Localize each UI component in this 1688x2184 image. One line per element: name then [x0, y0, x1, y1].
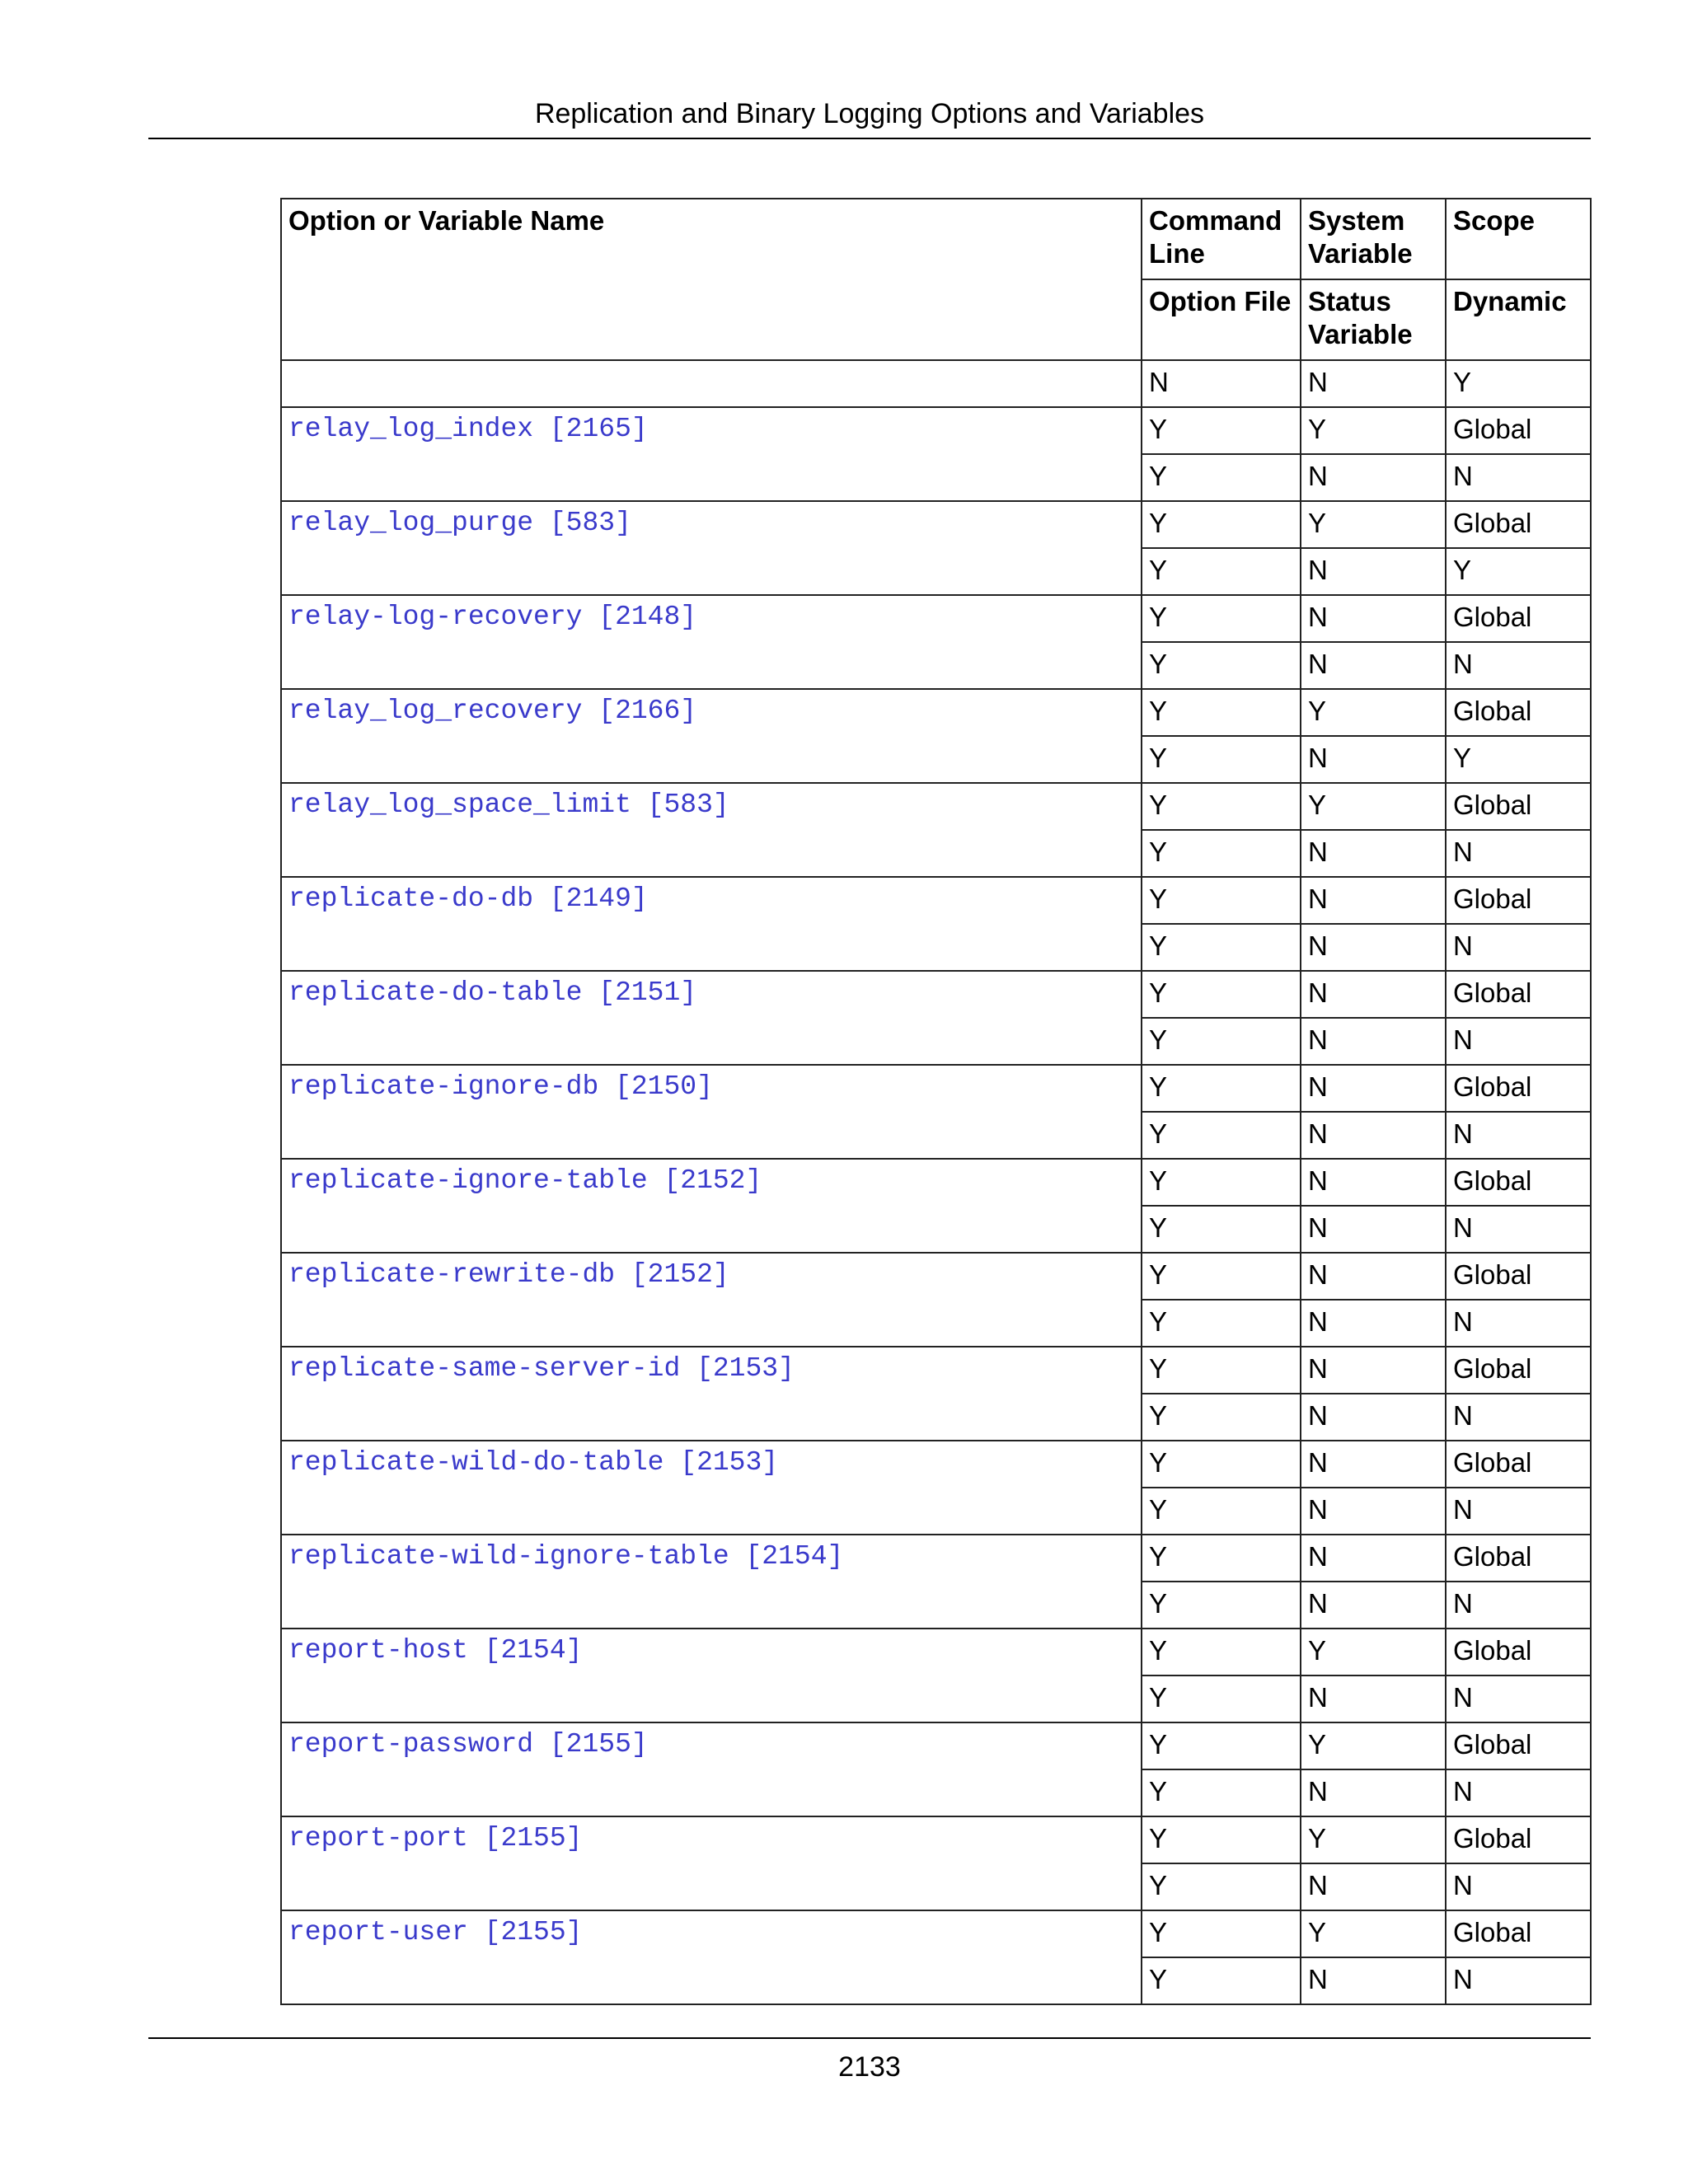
status-variable-cell: N: [1301, 1018, 1446, 1065]
table-row: [281, 1253, 1591, 1300]
scope-cell: Global: [1446, 1910, 1591, 1957]
dynamic-cell: N: [1446, 1863, 1591, 1910]
option-name-link[interactable]: report-port [2155]: [281, 1816, 1142, 1910]
option-file-cell: Y: [1142, 1300, 1301, 1347]
option-name-link[interactable]: report-user [2155]: [281, 1910, 1142, 2004]
option-name-link[interactable]: report-host [2154]: [281, 1629, 1142, 1722]
option-name-link[interactable]: replicate-do-db [2149]: [281, 877, 1142, 971]
system-variable-cell: N: [1301, 1535, 1446, 1582]
system-variable-cell: Y: [1301, 1629, 1446, 1675]
system-variable-cell: N: [1301, 1065, 1446, 1112]
command-line-cell: Y: [1142, 783, 1301, 830]
command-line-cell: Y: [1142, 971, 1301, 1018]
table-row: [281, 971, 1591, 1018]
col-header-command-line: Command Line: [1142, 199, 1301, 279]
option-file-cell: Y: [1142, 1957, 1301, 2004]
dynamic-cell: N: [1446, 1769, 1591, 1816]
system-variable-cell: N: [1301, 595, 1446, 642]
dynamic-cell: N: [1446, 1018, 1591, 1065]
command-line-cell: Y: [1142, 877, 1301, 924]
option-file-cell: Y: [1142, 548, 1301, 595]
command-line-cell: Y: [1142, 1816, 1301, 1863]
col-header-scope: Scope: [1446, 199, 1591, 279]
scope-cell: Global: [1446, 595, 1591, 642]
option-file-cell: Y: [1142, 924, 1301, 971]
option-name-link[interactable]: replicate-wild-do-table [2153]: [281, 1441, 1142, 1535]
table-row: [281, 1629, 1591, 1675]
dynamic-cell: N: [1446, 1112, 1591, 1159]
status-variable-cell: N: [1301, 1675, 1446, 1722]
option-file-cell: Y: [1142, 1206, 1301, 1253]
status-variable-cell: N: [1301, 642, 1446, 689]
option-name-link[interactable]: report-password [2155]: [281, 1722, 1142, 1816]
system-variable-cell: Y: [1301, 1722, 1446, 1769]
table-row: [281, 1347, 1591, 1394]
col-header-system-variable: System Variable: [1301, 199, 1446, 279]
system-variable-cell: Y: [1301, 407, 1446, 454]
scope-cell: Global: [1446, 407, 1591, 454]
command-line-cell: Y: [1142, 689, 1301, 736]
scope-cell: Global: [1446, 1629, 1591, 1675]
dynamic-cell: N: [1446, 1675, 1591, 1722]
system-variable-cell: Y: [1301, 501, 1446, 548]
scope-cell: Global: [1446, 1253, 1591, 1300]
system-variable-cell: N: [1301, 1441, 1446, 1488]
scope-cell: Global: [1446, 1065, 1591, 1112]
system-variable-cell: N: [1301, 971, 1446, 1018]
dynamic-cell: N: [1446, 1394, 1591, 1441]
option-name-link[interactable]: replicate-ignore-db [2150]: [281, 1065, 1142, 1159]
status-variable-cell: N: [1301, 924, 1446, 971]
table-row: [281, 1535, 1591, 1582]
footer-rule: [148, 2037, 1591, 2039]
continued-row: [281, 360, 1591, 407]
table-row: [281, 877, 1591, 924]
dynamic-cell: Y: [1446, 360, 1591, 407]
scope-cell: Global: [1446, 1159, 1591, 1206]
dynamic-cell: N: [1446, 924, 1591, 971]
command-line-cell: Y: [1142, 1441, 1301, 1488]
table-row: [281, 595, 1591, 642]
option-name-link[interactable]: replicate-same-server-id [2153]: [281, 1347, 1142, 1441]
col-header-option-file: Option File: [1142, 279, 1301, 360]
status-variable-cell: N: [1301, 1863, 1446, 1910]
scope-cell: Global: [1446, 783, 1591, 830]
table-row: [281, 1722, 1591, 1769]
scope-cell: Global: [1446, 1816, 1591, 1863]
dynamic-cell: N: [1446, 1300, 1591, 1347]
table-row: [281, 1910, 1591, 1957]
dynamic-cell: N: [1446, 454, 1591, 501]
dynamic-cell: N: [1446, 642, 1591, 689]
system-variable-cell: N: [1301, 877, 1446, 924]
option-file-cell: Y: [1142, 736, 1301, 783]
status-variable-cell: N: [1301, 454, 1446, 501]
system-variable-cell: Y: [1301, 1910, 1446, 1957]
status-variable-cell: N: [1301, 830, 1446, 877]
status-variable-cell: N: [1301, 548, 1446, 595]
option-file-cell: Y: [1142, 1769, 1301, 1816]
status-variable-cell: N: [1301, 1769, 1446, 1816]
option-name-link[interactable]: relay_log_index [2165]: [281, 407, 1142, 501]
command-line-cell: Y: [1142, 407, 1301, 454]
scope-cell: Global: [1446, 689, 1591, 736]
scope-cell: Global: [1446, 1722, 1591, 1769]
command-line-cell: Y: [1142, 595, 1301, 642]
system-variable-cell: Y: [1301, 1816, 1446, 1863]
command-line-cell: Y: [1142, 501, 1301, 548]
dynamic-cell: N: [1446, 1582, 1591, 1629]
table-row: [281, 1816, 1591, 1863]
option-name-link[interactable]: relay_log_purge [583]: [281, 501, 1142, 595]
option-file-cell: Y: [1142, 830, 1301, 877]
system-variable-cell: Y: [1301, 689, 1446, 736]
option-file-cell: Y: [1142, 454, 1301, 501]
option-file-cell: Y: [1142, 1488, 1301, 1535]
option-file-cell: N: [1142, 360, 1301, 407]
option-name-link[interactable]: replicate-wild-ignore-table [2154]: [281, 1535, 1142, 1629]
table-row: [281, 1065, 1591, 1112]
dynamic-cell: Y: [1446, 736, 1591, 783]
option-name-link[interactable]: replicate-rewrite-db [2152]: [281, 1253, 1142, 1347]
command-line-cell: Y: [1142, 1910, 1301, 1957]
option-file-cell: Y: [1142, 1018, 1301, 1065]
command-line-cell: Y: [1142, 1159, 1301, 1206]
status-variable-cell: N: [1301, 1582, 1446, 1629]
table-row: [281, 689, 1591, 736]
options-table: [280, 198, 1592, 2005]
command-line-cell: Y: [1142, 1065, 1301, 1112]
command-line-cell: Y: [1142, 1629, 1301, 1675]
command-line-cell: Y: [1142, 1347, 1301, 1394]
status-variable-cell: N: [1301, 736, 1446, 783]
command-line-cell: Y: [1142, 1253, 1301, 1300]
dynamic-cell: N: [1446, 1206, 1591, 1253]
col-header-status-variable: Status Variable: [1301, 279, 1446, 360]
table-row: [281, 783, 1591, 830]
dynamic-cell: N: [1446, 1957, 1591, 2004]
continued-name-cell: [281, 360, 1142, 407]
option-name-link[interactable]: replicate-do-table [2151]: [281, 971, 1142, 1065]
option-file-cell: Y: [1142, 1394, 1301, 1441]
dynamic-cell: N: [1446, 1488, 1591, 1535]
table-row: [281, 1441, 1591, 1488]
scope-cell: Global: [1446, 1535, 1591, 1582]
option-name-link[interactable]: relay_log_space_limit [583]: [281, 783, 1142, 877]
status-variable-cell: N: [1301, 1488, 1446, 1535]
option-file-cell: Y: [1142, 642, 1301, 689]
scope-cell: Global: [1446, 971, 1591, 1018]
page-header-title: Replication and Binary Logging Options and Variables: [534, 98, 1205, 129]
command-line-cell: Y: [1142, 1535, 1301, 1582]
option-file-cell: Y: [1142, 1582, 1301, 1629]
status-variable-cell: N: [1301, 360, 1446, 407]
scope-cell: Global: [1446, 1441, 1591, 1488]
scope-cell: Global: [1446, 501, 1591, 548]
status-variable-cell: N: [1301, 1957, 1446, 2004]
option-file-cell: Y: [1142, 1112, 1301, 1159]
table-row: [281, 1159, 1591, 1206]
col-header-name: Option or Variable Name: [281, 199, 1142, 360]
header-rule: [148, 138, 1591, 139]
scope-cell: Global: [1446, 1347, 1591, 1394]
option-name-link[interactable]: relay_log_recovery [2166]: [281, 689, 1142, 783]
system-variable-cell: N: [1301, 1159, 1446, 1206]
col-header-dynamic: Dynamic: [1446, 279, 1591, 360]
system-variable-cell: Y: [1301, 783, 1446, 830]
dynamic-cell: Y: [1446, 548, 1591, 595]
option-file-cell: Y: [1142, 1863, 1301, 1910]
status-variable-cell: N: [1301, 1112, 1446, 1159]
command-line-cell: Y: [1142, 1722, 1301, 1769]
status-variable-cell: N: [1301, 1394, 1446, 1441]
status-variable-cell: N: [1301, 1206, 1446, 1253]
table-row: [281, 407, 1591, 454]
option-file-cell: Y: [1142, 1675, 1301, 1722]
page-number: 2133: [838, 2051, 901, 2083]
system-variable-cell: N: [1301, 1253, 1446, 1300]
scope-cell: Global: [1446, 877, 1591, 924]
status-variable-cell: N: [1301, 1300, 1446, 1347]
system-variable-cell: N: [1301, 1347, 1446, 1394]
option-name-link[interactable]: relay-log-recovery [2148]: [281, 595, 1142, 689]
dynamic-cell: N: [1446, 830, 1591, 877]
option-name-link[interactable]: replicate-ignore-table [2152]: [281, 1159, 1142, 1253]
table-row: [281, 501, 1591, 548]
